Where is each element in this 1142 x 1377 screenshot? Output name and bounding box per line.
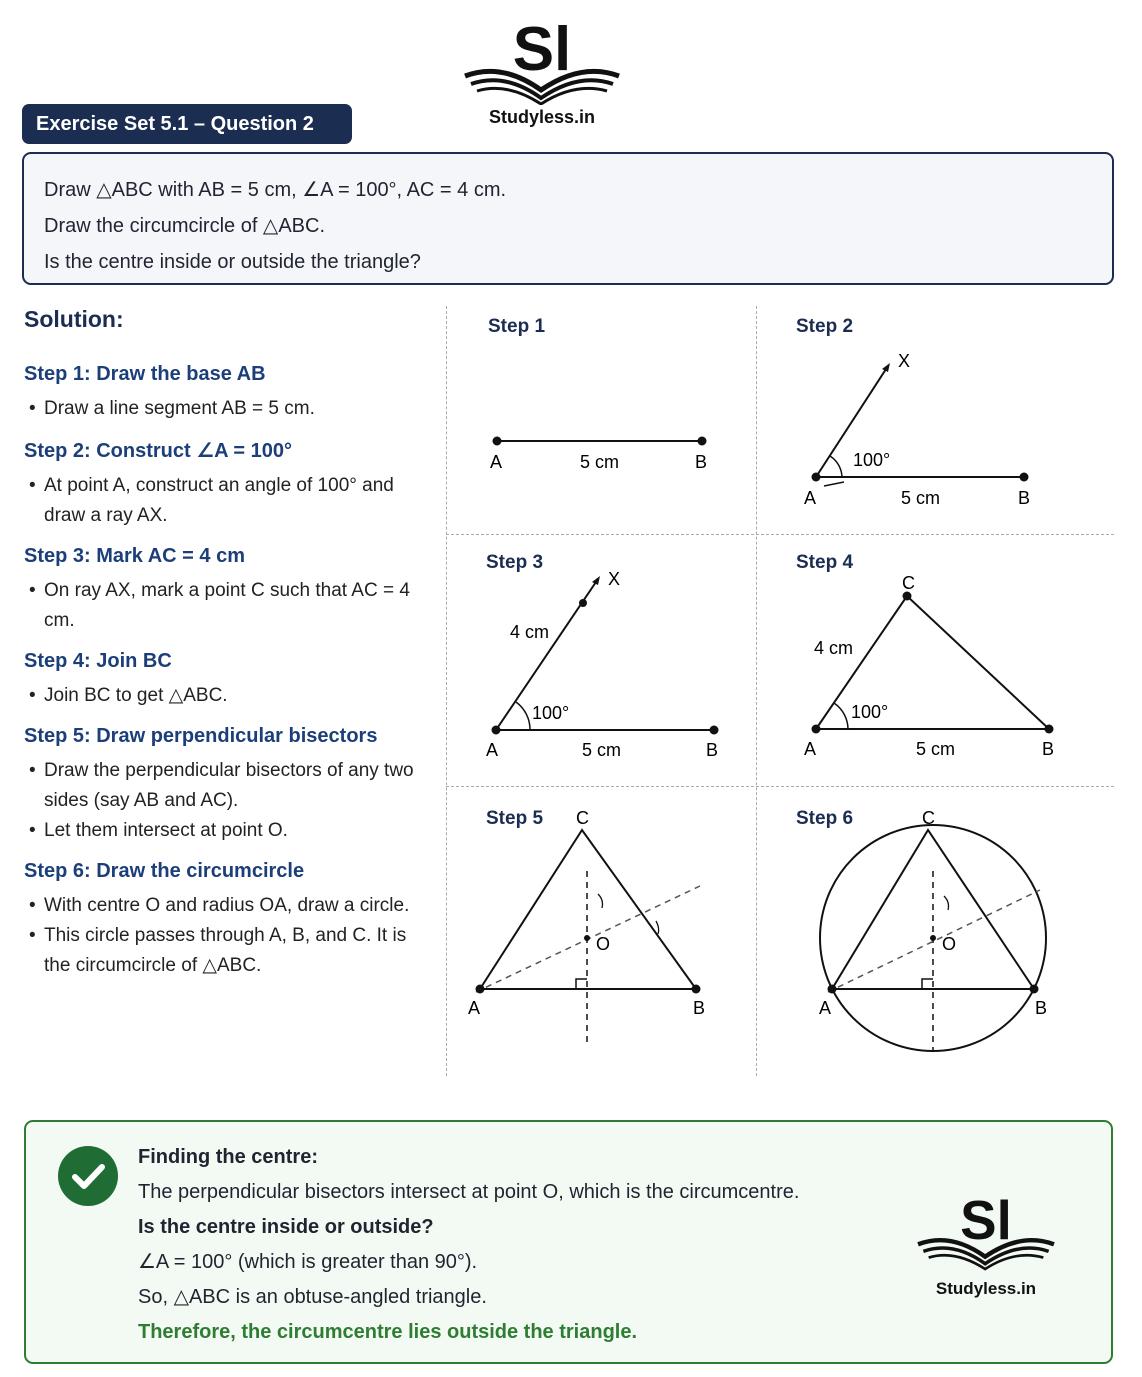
label-a: A [468,998,481,1018]
label-x: X [608,569,621,589]
solution-step-4 [24,650,434,711]
step-bullet: • Let them intersect at point O. [24,816,434,846]
answer-text-3: So, △ABC is an obtuse-angled triangle. [138,1286,487,1308]
question-box [22,152,1114,285]
answer-conclusion: Therefore, the circumcentre lies outside the triangle. [138,1321,638,1343]
step-bullet: • Draw the perpendicular bisectors of any two sides (say AB and AC). [24,756,434,816]
label-a: A [819,998,832,1018]
step-bullet: • Draw a line segment AB = 5 cm. [24,394,434,424]
label-ab-length: 5 cm [916,739,956,759]
diagram-title: Step 5 [486,808,544,829]
solution-step-3 [24,545,434,636]
step-bullet: • At point A, construct an angle of 100° and draw a ray AX. [24,471,434,531]
label-a: A [486,740,499,760]
diagram-title: Step 1 [488,316,546,337]
diagram-step-5 [446,786,756,1082]
diagram-title: Step 3 [486,552,544,573]
solution-step-6 [24,860,434,981]
label-a: A [490,452,503,472]
label-ac-length: 4 cm [510,622,550,642]
diagram-step-1 [446,306,756,534]
solution-panel [24,306,434,1086]
label-angle: 100° [851,702,889,722]
step-bullet: • This circle passes through A, B, and C. It is the circumcircle of △ABC. [24,921,434,981]
point-b [698,437,707,446]
label-b: B [1035,998,1048,1018]
label-a: A [804,739,817,759]
label-angle: 100° [853,450,891,470]
step-heading: Step 3: Mark AC = 4 cm [24,545,246,567]
logo-caption: Studyless.in [935,1279,1037,1298]
step-heading: Step 2: Construct ∠A = 100° [24,440,293,462]
label-c: C [576,808,589,828]
answer-heading-2: Is the centre inside or outside? [138,1216,434,1238]
point-a [493,437,502,446]
solution-step-5 [24,725,434,846]
label-b: B [1042,739,1055,759]
studyless-logo-bottom [906,1184,1066,1299]
diagram-step-3 [446,534,756,786]
answer-box [24,1120,1113,1364]
answer-text-2: ∠A = 100° (which is greater than 90°). [138,1251,478,1273]
label-ab-length: 5 cm [901,488,941,508]
diagram-title: Step 2 [796,316,854,337]
answer-text [138,1140,898,1350]
label-o: O [942,934,957,954]
label-o: O [596,934,611,954]
svg-text:Sl: Sl [960,1189,1012,1252]
solution-title: Solution: [24,306,124,332]
label-angle: 100° [532,703,570,723]
label-b: B [695,452,708,472]
step-bullet: • Join BC to get △ABC. [24,681,434,711]
construction-diagrams [446,306,1114,1082]
label-x: X [898,351,911,371]
step-bullet: • On ray AX, mark a point C such that AC = 4 cm. [24,576,434,636]
label-c: C [902,573,915,593]
label-b: B [693,998,706,1018]
diagram-title: Step 4 [796,552,854,573]
solution-step-2 [24,438,434,531]
label-ab-length: 5 cm [582,740,622,760]
exercise-badge: Exercise Set 5.1 – Question 2 [22,104,352,144]
label-a: A [804,488,817,508]
label-ac-length: 4 cm [814,638,854,658]
book-logo-icon [911,1184,1061,1272]
step-heading: Step 5: Draw perpendicular bisectors [24,725,378,747]
question-line-2: Draw the circumcircle of △ABC. [44,215,325,237]
question-line-3: Is the centre inside or outside the triangle? [44,251,421,273]
check-circle-icon [58,1146,118,1206]
solution-step-1 [24,363,434,424]
step-bullet: • With centre O and radius OA, draw a circle. [24,891,434,921]
diagram-step-6 [756,786,1114,1082]
step-heading: Step 1: Draw the base AB [24,363,266,385]
label-c: C [922,808,935,828]
step-heading: Step 6: Draw the circumcircle [24,860,305,882]
answer-text-1: The perpendicular bisectors intersect at point O, which is the circumcentre. [138,1181,800,1203]
diagram-step-2 [756,306,1114,534]
svg-text:Sl: Sl [512,15,572,84]
diagram-step-4 [756,534,1114,786]
diagram-title: Step 6 [796,808,854,829]
logo-caption: Studyless.in [488,107,596,127]
studyless-logo [452,10,632,140]
answer-heading-1: Finding the centre: [138,1146,318,1168]
label-b: B [1018,488,1031,508]
question-line-1: Draw △ABC with AB = 5 cm, ∠A = 100°, AC = 4 cm. [44,179,507,201]
step-heading: Step 4: Join BC [24,650,172,672]
book-logo-icon [457,10,627,105]
label-b: B [706,740,719,760]
label-ab-length: 5 cm [580,452,620,472]
